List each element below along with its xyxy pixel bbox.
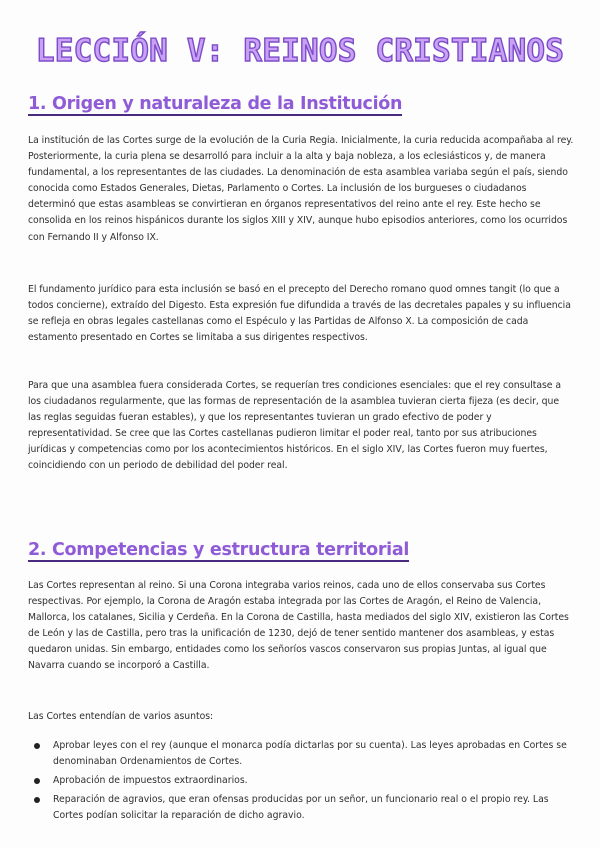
section-2-heading: [28, 540, 409, 560]
section-2-heading-text: 2. Competencias y estructura territorial: [28, 540, 410, 560]
section-2-heading-underline: [28, 560, 409, 562]
list-item: [28, 738, 576, 770]
section-2-intro: Las Cortes entendían de varios asuntos:: [28, 711, 214, 722]
page-title: LECCIÓN V: REINOS CRISTIANOS: [35, 33, 565, 69]
section-2-paragraph: Las Cortes representan al reino. Si una Corona integraba varios reinos, cada uno de ellos conservaba sus Cortes respectivas. Por ejemplo, la Corona de Aragón estaba integrada por las Cortes de Aragón, el Reino de Valencia, Mallorca, los catalanes, Sicilia y Cerdeña. En la Corona de Castilla, hasta mediados del siglo XIV, existieron las Cortes de León y las de Castilla, pero tras la unificación de 1230, dejó de tener sentido mantener dos asambleas, y estas quedaron unidas. Sin embargo, entidades como los señoríos vascos conservaron sus propias Juntas, al igual que Navarra cuando se incorporó a Castilla.: [28, 580, 569, 672]
list-item: [28, 773, 576, 789]
section-1-paragraph-2: El fundamento jurídico para esta inclusión se basó en el precepto del Derecho romano quod omnes tangit (lo que a todos concierne), extraído del Digesto. Esta expresión fue difundida a través de las decretales papales y su influencia se refleja en obras legales castellanas como el Espéculo y las Partidas de Alfonso X. La composición de cada estamento presentado en Cortes se limitaba a sus dirigentes respectivos.: [28, 284, 571, 344]
list-item: [28, 792, 576, 824]
list-item-text: Aprobación de impuestos extraordinarios.: [53, 775, 248, 787]
section-1-heading: [28, 94, 402, 114]
section-1-heading-underline: [28, 114, 402, 116]
section-1-heading-text: 1. Origen y naturaleza de la Institución: [28, 94, 403, 114]
competencias-list: [28, 738, 576, 827]
bullet-icon: [34, 797, 40, 803]
bullet-icon: [34, 743, 40, 749]
list-item-text: Reparación de agravios, que eran ofensas producidas por un señor, un funcionario real o el propio rey. Las Cortes podían solicitar la reparación de dicho agravio.: [53, 794, 549, 822]
bullet-icon: [34, 778, 40, 784]
section-1-paragraph-1: La institución de las Cortes surge de la evolución de la Curia Regia. Inicialmente, la curia reducida acompañaba al rey. Posteriormente, la curia plena se desarrolló para incluir a la alta y baja nobleza, a los eclesiásticos y, de manera fundamental, a los representantes de las ciudades. La denominación de esta asamblea variaba según el país, siendo conocida como Estados Generales, Dietas, Parlamento o Cortes. La inclusión de los burgueses o ciudadanos determinó que estas asambleas se convirtieran en órganos representativos del reino ante el rey. Este hecho se consolida en los reinos hispánicos durante los siglos XIII y XIV, aunque hubo episodios anteriores, como los ocurridos con Fernando II y Alfonso IX.: [28, 135, 574, 243]
list-item-text: Aprobar leyes con el rey (aunque el monarca podía dictarlas por su cuenta). Las leyes aprobadas en Cortes se denominaban Ordenamientos de Cortes.: [53, 740, 567, 768]
section-1-paragraph-3: Para que una asamblea fuera considerada Cortes, se requerían tres condiciones esenciales: que el rey consultase a los ciudadanos regularmente, que las formas de representación de la asamblea tuvieran cierta fijeza (es decir, que las reglas seguidas fueran estables), y que los representantes tuvieran un grado efectivo de poder y representatividad. Se cree que las Cortes castellanas pudieron limitar el poder real, tanto por sus atribuciones jurídicas y competencias como por los acontecimientos históricos. En el siglo XIV, las Cortes fueron muy fuertes, coincidiendo con un periodo de debilidad del poder real.: [28, 380, 562, 472]
